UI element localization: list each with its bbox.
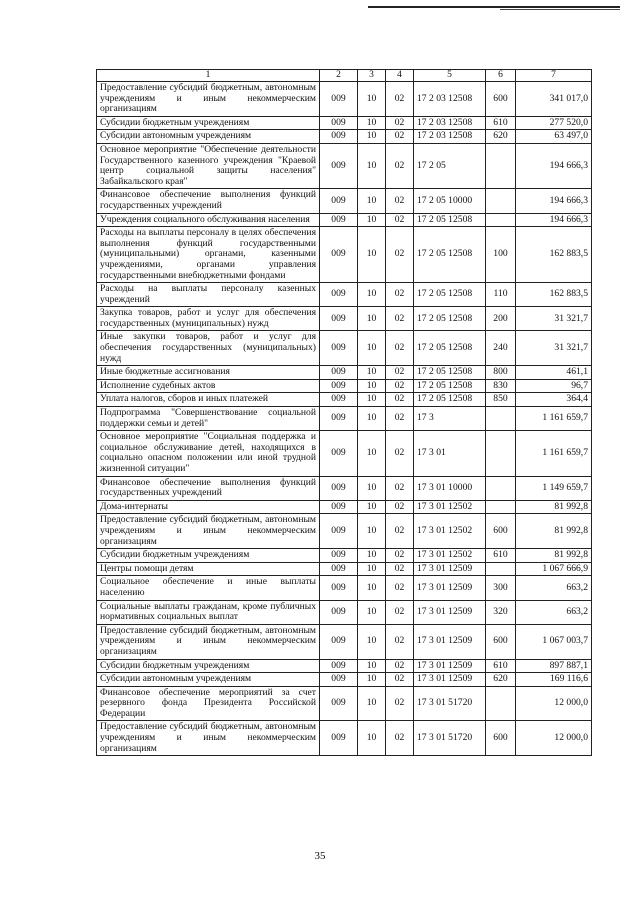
row-amount-cell: 1 067 666,9 xyxy=(516,562,592,576)
row-amount-cell: 12 000,0 xyxy=(516,721,592,756)
table-row xyxy=(97,116,592,130)
row-rz-cell: 10 xyxy=(358,600,386,624)
header-cell-csr: 5 xyxy=(414,70,486,82)
row-amount-cell: 341 017,0 xyxy=(516,82,592,117)
row-rz-cell: 10 xyxy=(358,659,386,673)
row-rz-cell: 10 xyxy=(358,407,386,431)
row-name-cell: Субсидии автономным учреждениям xyxy=(97,130,320,144)
row-amount-cell: 31 321,7 xyxy=(516,307,592,331)
table-row xyxy=(97,659,592,673)
row-rz-cell: 10 xyxy=(358,500,386,514)
row-ved-cell: 009 xyxy=(320,213,358,227)
row-name-cell: Субсидии бюджетным учреждениям xyxy=(97,549,320,563)
row-pr-cell: 02 xyxy=(386,143,414,188)
row-pr-cell: 02 xyxy=(386,500,414,514)
row-ved-cell: 009 xyxy=(320,562,358,576)
row-pr-cell: 02 xyxy=(386,331,414,366)
row-ved-cell: 009 xyxy=(320,331,358,366)
row-ved-cell: 009 xyxy=(320,476,358,500)
row-csr-cell: 17 3 01 12509 xyxy=(414,659,486,673)
row-name-cell: Социальные выплаты гражданам, кроме публичных нормативных социальных выплат xyxy=(97,600,320,624)
row-pr-cell: 02 xyxy=(386,549,414,563)
row-rz-cell: 10 xyxy=(358,721,386,756)
row-amount-cell: 169 116,6 xyxy=(516,673,592,687)
row-pr-cell: 02 xyxy=(386,307,414,331)
row-amount-cell: 663,2 xyxy=(516,576,592,600)
row-vr-cell: 800 xyxy=(486,366,516,380)
row-rz-cell: 10 xyxy=(358,331,386,366)
row-amount-cell: 194 666,3 xyxy=(516,143,592,188)
table-row xyxy=(97,213,592,227)
row-csr-cell: 17 2 05 12508 xyxy=(414,307,486,331)
row-amount-cell: 461,1 xyxy=(516,366,592,380)
header-rule-secondary xyxy=(500,9,620,10)
row-csr-cell: 17 3 01 51720 xyxy=(414,686,486,721)
table-row xyxy=(97,366,592,380)
row-vr-cell xyxy=(486,189,516,213)
row-name-cell: Основное мероприятие "Обеспечение деятельности Государственного казенного учреждения "Краевой центр социальной защиты населения" Забайкальского края" xyxy=(97,143,320,188)
table-row xyxy=(97,514,592,549)
table-row xyxy=(97,379,592,393)
row-pr-cell: 02 xyxy=(386,562,414,576)
row-vr-cell xyxy=(486,500,516,514)
row-ved-cell: 009 xyxy=(320,189,358,213)
row-pr-cell: 02 xyxy=(386,514,414,549)
row-amount-cell: 1 067 003,7 xyxy=(516,624,592,659)
page-number: 35 xyxy=(314,850,326,862)
row-name-cell: Закупка товаров, работ и услуг для обеспечения государственных (муниципальных) нужд xyxy=(97,307,320,331)
row-ved-cell: 009 xyxy=(320,143,358,188)
table-row xyxy=(97,407,592,431)
row-csr-cell: 17 3 01 10000 xyxy=(414,476,486,500)
table-row xyxy=(97,143,592,188)
row-ved-cell: 009 xyxy=(320,721,358,756)
row-vr-cell: 610 xyxy=(486,549,516,563)
row-vr-cell: 830 xyxy=(486,379,516,393)
table-row xyxy=(97,624,592,659)
row-pr-cell: 02 xyxy=(386,576,414,600)
row-name-cell: Социальное обеспечение и иные выплаты населению xyxy=(97,576,320,600)
table-row xyxy=(97,686,592,721)
row-vr-cell xyxy=(486,562,516,576)
table-row xyxy=(97,82,592,117)
row-rz-cell: 10 xyxy=(358,143,386,188)
row-name-cell: Учреждения социального обслуживания населения xyxy=(97,213,320,227)
table-row xyxy=(97,549,592,563)
row-name-cell: Субсидии бюджетным учреждениям xyxy=(97,116,320,130)
row-ved-cell: 009 xyxy=(320,379,358,393)
row-ved-cell: 009 xyxy=(320,307,358,331)
table-row xyxy=(97,600,592,624)
row-ved-cell: 009 xyxy=(320,366,358,380)
row-csr-cell: 17 3 01 12509 xyxy=(414,673,486,687)
row-name-cell: Субсидии бюджетным учреждениям xyxy=(97,659,320,673)
row-rz-cell: 10 xyxy=(358,307,386,331)
row-name-cell: Дома-интернаты xyxy=(97,500,320,514)
row-ved-cell: 009 xyxy=(320,116,358,130)
row-csr-cell: 17 3 01 12502 xyxy=(414,549,486,563)
row-ved-cell: 009 xyxy=(320,576,358,600)
row-amount-cell: 81 992,8 xyxy=(516,500,592,514)
row-vr-cell xyxy=(486,143,516,188)
table-row xyxy=(97,307,592,331)
row-vr-cell: 300 xyxy=(486,576,516,600)
row-amount-cell: 96,7 xyxy=(516,379,592,393)
row-csr-cell: 17 2 05 12508 xyxy=(414,393,486,407)
row-name-cell: Расходы на выплаты персоналу казенных учреждений xyxy=(97,283,320,307)
row-pr-cell: 02 xyxy=(386,624,414,659)
row-pr-cell: 02 xyxy=(386,686,414,721)
row-ved-cell: 009 xyxy=(320,600,358,624)
table-row xyxy=(97,331,592,366)
row-vr-cell: 600 xyxy=(486,82,516,117)
table-row xyxy=(97,431,592,476)
row-name-cell: Субсидии автономным учреждениям xyxy=(97,673,320,687)
row-ved-cell: 009 xyxy=(320,283,358,307)
row-amount-cell: 897 887,1 xyxy=(516,659,592,673)
row-rz-cell: 10 xyxy=(358,673,386,687)
row-pr-cell: 02 xyxy=(386,227,414,283)
row-rz-cell: 10 xyxy=(358,366,386,380)
row-ved-cell: 009 xyxy=(320,686,358,721)
row-ved-cell: 009 xyxy=(320,659,358,673)
row-name-cell: Основное мероприятие "Социальная поддержка и социальное обслуживание детей, находящихся в социально опасном положении или иной трудной жизненной ситуации" xyxy=(97,431,320,476)
row-amount-cell: 277 520,0 xyxy=(516,116,592,130)
row-name-cell: Центры помощи детям xyxy=(97,562,320,576)
row-vr-cell: 240 xyxy=(486,331,516,366)
header-rule xyxy=(368,6,620,8)
row-vr-cell xyxy=(486,686,516,721)
table-row xyxy=(97,562,592,576)
row-rz-cell: 10 xyxy=(358,379,386,393)
row-ved-cell: 009 xyxy=(320,500,358,514)
row-name-cell: Уплата налогов, сборов и иных платежей xyxy=(97,393,320,407)
row-csr-cell: 17 2 05 xyxy=(414,143,486,188)
row-pr-cell: 02 xyxy=(386,82,414,117)
table-row xyxy=(97,283,592,307)
row-amount-cell: 81 992,8 xyxy=(516,514,592,549)
row-pr-cell: 02 xyxy=(386,673,414,687)
row-name-cell: Финансовое обеспечение мероприятий за счет резервного фонда Президента Российской Федерации xyxy=(97,686,320,721)
row-ved-cell: 009 xyxy=(320,227,358,283)
row-rz-cell: 10 xyxy=(358,431,386,476)
header-cell-name: 1 xyxy=(97,70,320,82)
row-rz-cell: 10 xyxy=(358,514,386,549)
row-amount-cell: 194 666,3 xyxy=(516,213,592,227)
row-rz-cell: 10 xyxy=(358,476,386,500)
row-csr-cell: 17 2 05 12508 xyxy=(414,379,486,393)
table-row xyxy=(97,476,592,500)
row-pr-cell: 02 xyxy=(386,659,414,673)
table-row xyxy=(97,500,592,514)
row-csr-cell: 17 3 xyxy=(414,407,486,431)
row-vr-cell: 600 xyxy=(486,624,516,659)
row-vr-cell: 850 xyxy=(486,393,516,407)
row-ved-cell: 009 xyxy=(320,82,358,117)
row-csr-cell: 17 2 05 12508 xyxy=(414,227,486,283)
row-rz-cell: 10 xyxy=(358,624,386,659)
row-csr-cell: 17 2 03 12508 xyxy=(414,82,486,117)
row-csr-cell: 17 3 01 12509 xyxy=(414,576,486,600)
row-vr-cell: 610 xyxy=(486,116,516,130)
row-pr-cell: 02 xyxy=(386,189,414,213)
row-ved-cell: 009 xyxy=(320,624,358,659)
row-pr-cell: 02 xyxy=(386,379,414,393)
row-rz-cell: 10 xyxy=(358,393,386,407)
row-name-cell: Предоставление субсидий бюджетным, автономным учреждениям и иным некоммерческим организациям xyxy=(97,721,320,756)
row-vr-cell: 600 xyxy=(486,514,516,549)
row-vr-cell: 200 xyxy=(486,307,516,331)
row-pr-cell: 02 xyxy=(386,130,414,144)
row-amount-cell: 1 161 659,7 xyxy=(516,431,592,476)
row-amount-cell: 63 497,0 xyxy=(516,130,592,144)
row-ved-cell: 009 xyxy=(320,431,358,476)
row-amount-cell: 364,4 xyxy=(516,393,592,407)
row-amount-cell: 1 149 659,7 xyxy=(516,476,592,500)
row-csr-cell: 17 2 05 12508 xyxy=(414,283,486,307)
row-csr-cell: 17 3 01 12509 xyxy=(414,562,486,576)
row-name-cell: Расходы на выплаты персоналу в целях обеспечения выполнения функций государственными (муниципальными) органами, казенными учреждениями, органами управления государственными внебюджетными фондами xyxy=(97,227,320,283)
row-amount-cell: 162 883,5 xyxy=(516,283,592,307)
row-rz-cell: 10 xyxy=(358,562,386,576)
row-pr-cell: 02 xyxy=(386,600,414,624)
row-csr-cell: 17 2 03 12508 xyxy=(414,116,486,130)
table-row xyxy=(97,189,592,213)
row-amount-cell: 194 666,3 xyxy=(516,189,592,213)
row-csr-cell: 17 3 01 xyxy=(414,431,486,476)
table-row xyxy=(97,227,592,283)
row-vr-cell xyxy=(486,213,516,227)
header-cell-rz: 3 xyxy=(358,70,386,82)
row-pr-cell: 02 xyxy=(386,116,414,130)
table-row xyxy=(97,576,592,600)
row-amount-cell: 31 321,7 xyxy=(516,331,592,366)
row-csr-cell: 17 2 03 12508 xyxy=(414,130,486,144)
row-vr-cell xyxy=(486,476,516,500)
row-pr-cell: 02 xyxy=(386,407,414,431)
table-row xyxy=(97,673,592,687)
row-amount-cell: 1 161 659,7 xyxy=(516,407,592,431)
row-ved-cell: 009 xyxy=(320,673,358,687)
row-pr-cell: 02 xyxy=(386,476,414,500)
row-pr-cell: 02 xyxy=(386,366,414,380)
row-vr-cell: 620 xyxy=(486,130,516,144)
row-pr-cell: 02 xyxy=(386,213,414,227)
row-name-cell: Исполнение судебных актов xyxy=(97,379,320,393)
row-rz-cell: 10 xyxy=(358,227,386,283)
row-amount-cell: 81 992,8 xyxy=(516,549,592,563)
row-rz-cell: 10 xyxy=(358,549,386,563)
header-cell-ved: 2 xyxy=(320,70,358,82)
budget-table xyxy=(96,69,592,756)
row-name-cell: Финансовое обеспечение выполнения функций государственных учреждений xyxy=(97,476,320,500)
row-vr-cell: 620 xyxy=(486,673,516,687)
row-csr-cell: 17 3 01 12502 xyxy=(414,500,486,514)
row-rz-cell: 10 xyxy=(358,283,386,307)
row-ved-cell: 009 xyxy=(320,514,358,549)
row-name-cell: Иные бюджетные ассигнования xyxy=(97,366,320,380)
row-name-cell: Предоставление субсидий бюджетным, автономным учреждениям и иным некоммерческим организациям xyxy=(97,82,320,117)
row-amount-cell: 12 000,0 xyxy=(516,686,592,721)
table-row xyxy=(97,130,592,144)
row-csr-cell: 17 2 05 12508 xyxy=(414,331,486,366)
row-pr-cell: 02 xyxy=(386,431,414,476)
row-vr-cell: 110 xyxy=(486,283,516,307)
row-rz-cell: 10 xyxy=(358,189,386,213)
row-name-cell: Предоставление субсидий бюджетным, автономным учреждениям и иным некоммерческим организациям xyxy=(97,624,320,659)
row-vr-cell: 600 xyxy=(486,721,516,756)
row-ved-cell: 009 xyxy=(320,407,358,431)
row-rz-cell: 10 xyxy=(358,116,386,130)
row-rz-cell: 10 xyxy=(358,130,386,144)
table-row xyxy=(97,393,592,407)
row-name-cell: Подпрограмма "Совершенствование социальной поддержки семьи и детей" xyxy=(97,407,320,431)
row-rz-cell: 10 xyxy=(358,686,386,721)
row-csr-cell: 17 3 01 51720 xyxy=(414,721,486,756)
row-rz-cell: 10 xyxy=(358,576,386,600)
row-vr-cell xyxy=(486,431,516,476)
row-ved-cell: 009 xyxy=(320,549,358,563)
row-pr-cell: 02 xyxy=(386,283,414,307)
row-pr-cell: 02 xyxy=(386,393,414,407)
row-vr-cell: 320 xyxy=(486,600,516,624)
table-header-row xyxy=(97,70,592,82)
row-ved-cell: 009 xyxy=(320,393,358,407)
row-vr-cell: 100 xyxy=(486,227,516,283)
row-csr-cell: 17 3 01 12502 xyxy=(414,514,486,549)
row-vr-cell: 610 xyxy=(486,659,516,673)
row-name-cell: Предоставление субсидий бюджетным, автономным учреждениям и иным некоммерческим организациям xyxy=(97,514,320,549)
row-rz-cell: 10 xyxy=(358,213,386,227)
row-csr-cell: 17 2 05 12508 xyxy=(414,366,486,380)
row-csr-cell: 17 2 05 12508 xyxy=(414,213,486,227)
header-cell-pr: 4 xyxy=(386,70,414,82)
row-amount-cell: 162 883,5 xyxy=(516,227,592,283)
row-pr-cell: 02 xyxy=(386,721,414,756)
row-name-cell: Финансовое обеспечение выполнения функций государственных учреждений xyxy=(97,189,320,213)
table-row xyxy=(97,721,592,756)
row-name-cell: Иные закупки товаров, работ и услуг для обеспечения государственных (муниципальных) нужд xyxy=(97,331,320,366)
row-rz-cell: 10 xyxy=(358,82,386,117)
header-cell-amount: 7 xyxy=(516,70,592,82)
row-amount-cell: 663,2 xyxy=(516,600,592,624)
row-ved-cell: 009 xyxy=(320,130,358,144)
header-cell-vr: 6 xyxy=(486,70,516,82)
row-csr-cell: 17 3 01 12509 xyxy=(414,600,486,624)
row-csr-cell: 17 2 05 10000 xyxy=(414,189,486,213)
row-csr-cell: 17 3 01 12509 xyxy=(414,624,486,659)
row-vr-cell xyxy=(486,407,516,431)
